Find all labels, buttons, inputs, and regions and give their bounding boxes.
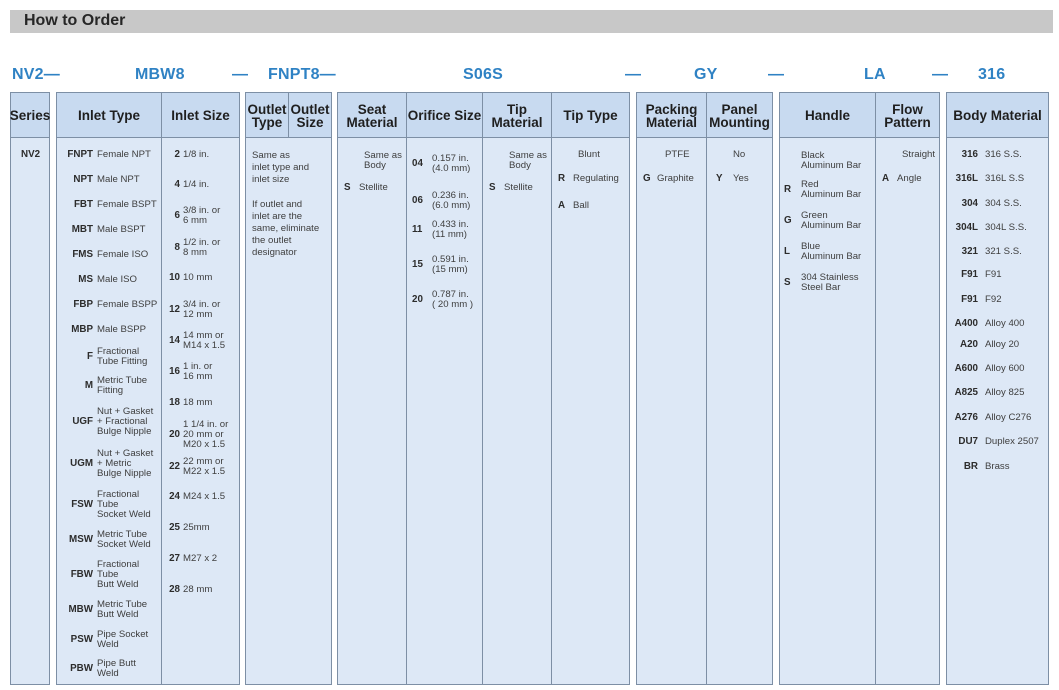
inlet-type-option — [61, 444, 153, 484]
outlet-note: If outlet and inlet are the same, eliminate the outlet designator — [252, 199, 320, 258]
tip-type-option-text: Ball — [573, 200, 589, 211]
tip-material-option-text: Same as Body — [509, 150, 547, 171]
inlet-size-option-code: 20 — [169, 429, 180, 440]
packing-material-option-code: G — [643, 173, 651, 184]
orifice-size-option-code: 04 — [412, 158, 423, 169]
inlet-type-option-text: Pipe Socket Weld — [97, 629, 149, 650]
inlet-size-option-text: 3/4 in. or 12 mm — [183, 299, 221, 320]
body-material-option-code: A400 — [954, 318, 978, 329]
orifice-size-option — [412, 144, 470, 184]
handle-option-text: 304 Stainless Steel Bar — [801, 272, 859, 293]
inlet-type-option-code: FBT — [73, 199, 93, 210]
orifice-size-option — [412, 245, 469, 285]
inlet-size-option-code: 16 — [169, 366, 180, 377]
packing-material-option-text: PTFE — [665, 149, 690, 160]
body-material-option-code: A276 — [954, 412, 978, 423]
handle-option-code: S — [784, 277, 791, 288]
body-material-option-text: 304L S.S. — [985, 222, 1027, 233]
orifice-size-option-text: 0.591 in. (15 mm) — [432, 254, 469, 275]
seat-material-option-text: Same as Body — [364, 150, 402, 171]
header-panel-mounting: Panel Mounting — [709, 101, 770, 130]
inlet-size-option-code: 28 — [169, 584, 180, 595]
inlet-type-option-code: PBW — [70, 663, 93, 674]
group-packing-panel — [636, 92, 773, 685]
body-material-option-text: 316L S.S — [985, 173, 1025, 184]
outlet-note: Same as inlet type and inlet size — [252, 150, 310, 185]
inlet-type-option-text: Female BSPT — [97, 199, 157, 210]
body-material-option-code: F91 — [961, 269, 978, 280]
orifice-size-option-code: 15 — [412, 259, 423, 270]
body-material-option-code: 316 — [961, 149, 978, 160]
inlet-type-option-code: NPT — [73, 174, 93, 185]
inlet-size-option — [165, 570, 212, 610]
inlet-size-option-text: 1 in. or 16 mm — [183, 361, 213, 382]
body-material-option-text: 321 S.S. — [985, 246, 1022, 257]
inlet-type-option — [61, 402, 153, 442]
body-material-option-text: Alloy 600 — [985, 363, 1025, 374]
inlet-type-option-text: Female ISO — [97, 249, 149, 260]
body-material-option-text: Brass — [985, 461, 1010, 472]
tip-type-option-text: Regulating — [573, 173, 619, 184]
seat-material-option — [344, 168, 388, 208]
code-packing: GY — [694, 66, 718, 83]
group-handle-flow — [779, 92, 940, 685]
orifice-size-option — [412, 280, 473, 320]
code-dash: — — [232, 66, 249, 83]
code-body: 316 — [978, 66, 1006, 83]
inlet-type-option — [61, 366, 147, 406]
panel-mounting-option-code: Y — [716, 173, 723, 184]
inlet-type-option-text: Male ISO — [97, 274, 137, 285]
inlet-type-option-code: MBT — [71, 224, 93, 235]
inlet-type-option-code: FBW — [70, 569, 93, 580]
orifice-size-option-text: 0.157 in. (4.0 mm) — [432, 153, 471, 174]
body-material-option-code: 304 — [961, 198, 978, 209]
orifice-size-option-code: 11 — [412, 224, 423, 235]
body-material-option-text: Alloy 20 — [985, 339, 1020, 350]
inlet-size-option-code: 8 — [174, 242, 180, 253]
inlet-size-option-text: M24 x 1.5 — [183, 491, 226, 502]
inlet-type-option-text: Fractional Tube Socket Weld — [97, 489, 151, 520]
handle-option-text: Green Aluminum Bar — [801, 210, 862, 231]
inlet-size-option-text: M27 x 2 — [183, 553, 218, 564]
header-body-material: Body Material — [953, 108, 1042, 123]
body-material-option-code: A20 — [960, 339, 978, 350]
inlet-type-option-code: PSW — [70, 634, 93, 645]
inlet-type-option-text: Male BSPT — [97, 224, 146, 235]
inlet-size-option-code: 14 — [169, 335, 180, 346]
handle-option-text: Blue Aluminum Bar — [801, 241, 862, 262]
inlet-type-option-text: Fractional Tube Butt Weld — [97, 559, 140, 590]
series-option-code: NV2 — [21, 149, 41, 160]
code-outlet: FNPT8— — [268, 66, 336, 83]
inlet-size-option-text: 18 mm — [183, 397, 213, 408]
inlet-size-option-text: 22 mm or M22 x 1.5 — [183, 456, 226, 477]
flow-pattern-option-text: Straight — [902, 149, 936, 160]
group-outlet — [245, 92, 332, 685]
orifice-size-option — [412, 210, 469, 250]
flow-pattern-option-code: A — [882, 173, 890, 184]
inlet-type-option-code: MBP — [71, 324, 93, 335]
inlet-type-option-code: FBP — [73, 299, 93, 310]
header-handle: Handle — [804, 108, 850, 123]
packing-material-option-text: Graphite — [657, 173, 694, 184]
inlet-size-option-text: 10 mm — [183, 272, 213, 283]
orifice-size-option-code: 06 — [412, 195, 423, 206]
inlet-size-option-text: 14 mm or M14 x 1.5 — [183, 330, 226, 351]
header-inlet-size: Inlet Size — [171, 108, 230, 123]
header-packing-material: Packing Material — [645, 101, 698, 130]
inlet-type-option-code: MBW — [68, 604, 93, 615]
seat-material-option-code: S — [344, 182, 351, 193]
handle-option-text: Red Aluminum Bar — [801, 179, 862, 200]
flow-pattern-option-text: Angle — [897, 173, 922, 184]
inlet-type-option-code: FMS — [72, 249, 93, 260]
code-dash: — — [932, 66, 949, 83]
orifice-size-option-text: 0.433 in. (11 mm) — [432, 219, 469, 240]
inlet-size-option-text: 25mm — [183, 522, 210, 533]
body-material-option-code: 316L — [955, 173, 978, 184]
inlet-type-option-code: FNPT — [67, 149, 93, 160]
orifice-size-option-code: 20 — [412, 294, 423, 305]
body-material-option-text: 316 S.S. — [985, 149, 1022, 160]
inlet-type-option — [61, 649, 136, 689]
panel-mounting-option-text: Yes — [733, 173, 749, 184]
section-title: How to Order — [24, 12, 126, 29]
inlet-type-option-text: Metric Tube Fitting — [97, 375, 148, 396]
body-material-option-code: A600 — [954, 363, 978, 374]
inlet-size-option-text: 3/8 in. or 6 mm — [183, 205, 221, 226]
body-material-option-text: Alloy 400 — [985, 318, 1025, 329]
header-outlet-size: Outlet Size — [290, 101, 330, 130]
header-outlet-type: Outlet Type — [247, 101, 287, 130]
inlet-type-option-text: Metric Tube Socket Weld — [97, 529, 151, 550]
body-material-option-text: Duplex 2507 — [985, 436, 1039, 447]
packing-material-option — [643, 159, 694, 199]
tip-type-option — [558, 186, 589, 226]
handle-option — [784, 263, 859, 303]
inlet-size-option-code: 12 — [169, 304, 180, 315]
inlet-size-option-text: 1/2 in. or 8 mm — [183, 237, 221, 258]
inlet-type-option-code: UGF — [72, 416, 93, 427]
body-material-option-code: BR — [963, 461, 978, 472]
inlet-size-option-code: 10 — [169, 272, 180, 283]
inlet-size-option-code: 22 — [169, 461, 180, 472]
handle-option-code: G — [784, 215, 792, 226]
code-orifice: S06S — [463, 66, 503, 83]
header-flow-pattern: Flow Pattern — [884, 101, 931, 130]
orifice-size-option-text: 0.236 in. (6.0 mm) — [432, 190, 471, 211]
inlet-type-option-text: Nut + Gasket + Metric Bulge Nipple — [97, 448, 154, 479]
inlet-size-option-code: 18 — [169, 397, 180, 408]
inlet-type-option-text: Female BSPP — [97, 299, 158, 310]
inlet-type-option-text: Male BSPP — [97, 324, 147, 335]
code-inlet: MBW8 — [135, 66, 185, 83]
body-material-option-code: 321 — [961, 246, 978, 257]
inlet-type-option — [61, 555, 139, 595]
inlet-type-option-text: Metric Tube Butt Weld — [97, 599, 148, 620]
inlet-type-option — [61, 485, 151, 525]
inlet-type-option-code: UGM — [70, 458, 93, 469]
handle-option-code: L — [784, 246, 790, 257]
panel-mounting-option — [716, 159, 749, 199]
code-dash: — — [625, 66, 642, 83]
inlet-type-option-text: Fractional Tube Fitting — [97, 346, 148, 367]
group-body-material — [946, 92, 1049, 685]
tip-material-option — [489, 168, 533, 208]
handle-option-code: R — [784, 184, 792, 195]
inlet-size-option-text: 1 1/4 in. or 20 mm or M20 x 1.5 — [183, 419, 229, 450]
inlet-type-option-text: Male NPT — [97, 174, 140, 185]
tip-type-option-code: A — [558, 200, 566, 211]
inlet-size-option-code: 24 — [169, 491, 180, 502]
tip-material-option-code: S — [489, 182, 496, 193]
inlet-size-option-code: 2 — [174, 149, 180, 160]
body-material-option-text: Alloy 825 — [985, 387, 1025, 398]
flow-pattern-option — [882, 159, 922, 199]
inlet-type-option — [61, 520, 151, 560]
code-series: NV2— — [12, 66, 60, 83]
seat-material-option-text: Stellite — [359, 182, 388, 193]
inlet-type-option-text: Female NPT — [97, 149, 151, 160]
body-material-option-text: F91 — [985, 269, 1002, 280]
inlet-size-option-text: 1/4 in. — [183, 179, 210, 190]
body-material-option-code: F91 — [961, 294, 978, 305]
body-material-option-text: F92 — [985, 294, 1002, 305]
section-title-bar — [10, 10, 1053, 33]
body-material-option-code: DU7 — [958, 436, 978, 447]
inlet-type-option-code: M — [84, 380, 93, 391]
inlet-type-option-code: MS — [78, 274, 93, 285]
header-seat-material: Seat Material — [346, 101, 398, 130]
header-tip-type: Tip Type — [563, 108, 618, 123]
body-material-option-text: 304 S.S. — [985, 198, 1022, 209]
code-handle: LA — [864, 66, 886, 83]
inlet-type-option-code: FSW — [71, 499, 93, 510]
group-inlet — [56, 92, 240, 685]
group-seat-orifice-tip — [337, 92, 630, 685]
series-option — [21, 135, 41, 175]
inlet-type-option-code: F — [87, 351, 93, 362]
body-material-option — [949, 447, 1010, 487]
inlet-size-option-text: 28 mm — [183, 584, 213, 595]
body-material-option-code: 304L — [955, 222, 978, 233]
inlet-size-option-code: 27 — [169, 553, 180, 564]
inlet-size-option-text: 1/8 in. — [183, 149, 210, 160]
code-dash: — — [768, 66, 785, 83]
inlet-type-option-code: MSW — [69, 534, 93, 545]
body-material-option-code: A825 — [954, 387, 978, 398]
orifice-size-option-text: 0.787 in. ( 20 mm ) — [432, 289, 474, 310]
inlet-size-option-code: 6 — [174, 210, 180, 221]
panel-mounting-option-text: No — [733, 149, 746, 160]
body-material-option-text: Alloy C276 — [985, 412, 1032, 423]
header-inlet-type: Inlet Type — [77, 108, 140, 123]
tip-type-option-text: Blunt — [578, 149, 600, 160]
tip-material-option-text: Stellite — [504, 182, 533, 193]
inlet-size-option-code: 25 — [169, 522, 180, 533]
header-tip-material: Tip Material — [491, 101, 543, 130]
inlet-type-option-text: Nut + Gasket + Fractional Bulge Nipple — [97, 406, 154, 437]
header-series: Series — [9, 108, 51, 123]
inlet-type-option-text: Pipe Butt Weld — [97, 658, 136, 679]
header-orifice-size: Orifice Size — [407, 108, 482, 123]
tip-type-option-code: R — [558, 173, 566, 184]
inlet-size-option-code: 4 — [174, 179, 180, 190]
handle-option-text: Black Aluminum Bar — [801, 150, 862, 171]
group-series — [10, 92, 50, 685]
